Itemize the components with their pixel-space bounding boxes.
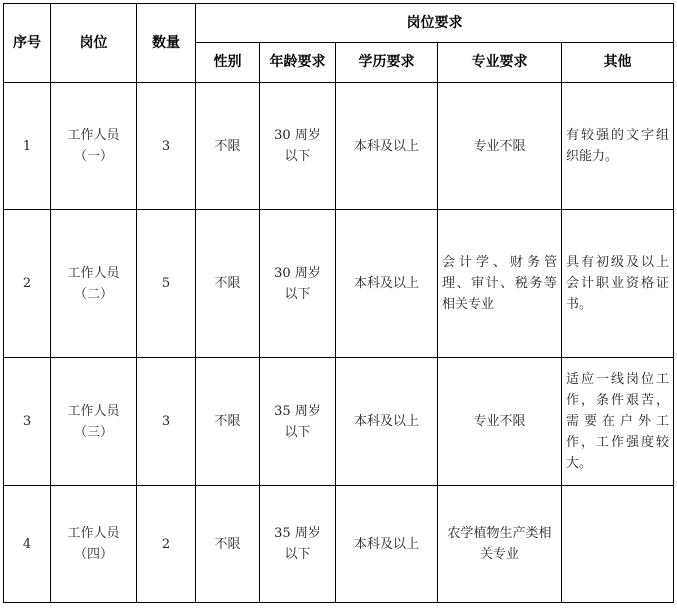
post-name: 工作人员 <box>67 403 120 419</box>
cell-major: 专业不限 <box>438 83 562 210</box>
cell-major: 农学植物生产类相关专业 <box>438 486 562 603</box>
header-seq: 序号 <box>4 4 51 83</box>
cell-gender: 不限 <box>196 210 260 358</box>
age-limit: 35 周岁 <box>274 403 321 419</box>
cell-education: 本科及以上 <box>336 210 438 358</box>
age-limit: 35 周岁 <box>274 526 321 541</box>
requirements-table <box>3 3 674 603</box>
header-gender: 性别 <box>196 43 260 83</box>
cell-count: 3 <box>137 83 196 210</box>
cell-gender: 不限 <box>196 486 260 603</box>
table-row <box>4 358 674 486</box>
cell-count: 5 <box>137 210 196 358</box>
cell-other: 适应一线岗位工作，条件艰苦，需要在户外工作，工作强度较大。 <box>562 358 674 486</box>
cell-age <box>260 83 336 210</box>
cell-seq: 1 <box>4 83 51 210</box>
header-major: 专业要求 <box>438 43 562 83</box>
post-number: （一） <box>73 149 113 164</box>
header-count: 数量 <box>137 4 196 83</box>
cell-age <box>260 486 336 603</box>
cell-seq: 4 <box>4 486 51 603</box>
table-row <box>4 83 674 210</box>
cell-other: 有较强的文字组织能力。 <box>562 83 674 210</box>
header-post: 岗位 <box>51 4 137 83</box>
cell-gender: 不限 <box>196 83 260 210</box>
cell-major: 专业不限 <box>438 358 562 486</box>
cell-age <box>260 210 336 358</box>
cell-seq: 2 <box>4 210 51 358</box>
header-age: 年龄要求 <box>260 43 336 83</box>
cell-count: 2 <box>137 486 196 603</box>
cell-post <box>51 358 137 486</box>
cell-education: 本科及以上 <box>336 486 438 603</box>
age-suffix: 以下 <box>284 424 311 440</box>
age-suffix: 以下 <box>284 547 311 562</box>
post-number: （三） <box>73 424 113 440</box>
header-requirements: 岗位要求 <box>196 4 674 43</box>
table-row <box>4 210 674 358</box>
cell-count: 3 <box>137 358 196 486</box>
cell-age <box>260 358 336 486</box>
age-suffix: 以下 <box>284 286 311 302</box>
post-number: （四） <box>73 547 113 562</box>
post-name: 工作人员 <box>67 265 120 281</box>
age-suffix: 以下 <box>284 149 311 164</box>
age-limit: 30 周岁 <box>274 265 321 281</box>
cell-other: 具有初级及以上会计职业资格证书。 <box>562 210 674 358</box>
cell-post <box>51 486 137 603</box>
cell-other <box>562 486 674 603</box>
post-number: （二） <box>73 286 113 302</box>
cell-gender: 不限 <box>196 358 260 486</box>
post-name: 工作人员 <box>67 128 120 143</box>
post-name: 工作人员 <box>67 526 120 541</box>
cell-education: 本科及以上 <box>336 358 438 486</box>
age-limit: 30 周岁 <box>274 128 321 143</box>
header-row-1 <box>4 4 674 43</box>
cell-education: 本科及以上 <box>336 83 438 210</box>
cell-post <box>51 210 137 358</box>
cell-seq: 3 <box>4 358 51 486</box>
cell-post <box>51 83 137 210</box>
header-education: 学历要求 <box>336 43 438 83</box>
table-row <box>4 486 674 603</box>
header-other: 其他 <box>562 43 674 83</box>
cell-major: 会计学、财务管理、审计、税务等相关专业 <box>438 210 562 358</box>
